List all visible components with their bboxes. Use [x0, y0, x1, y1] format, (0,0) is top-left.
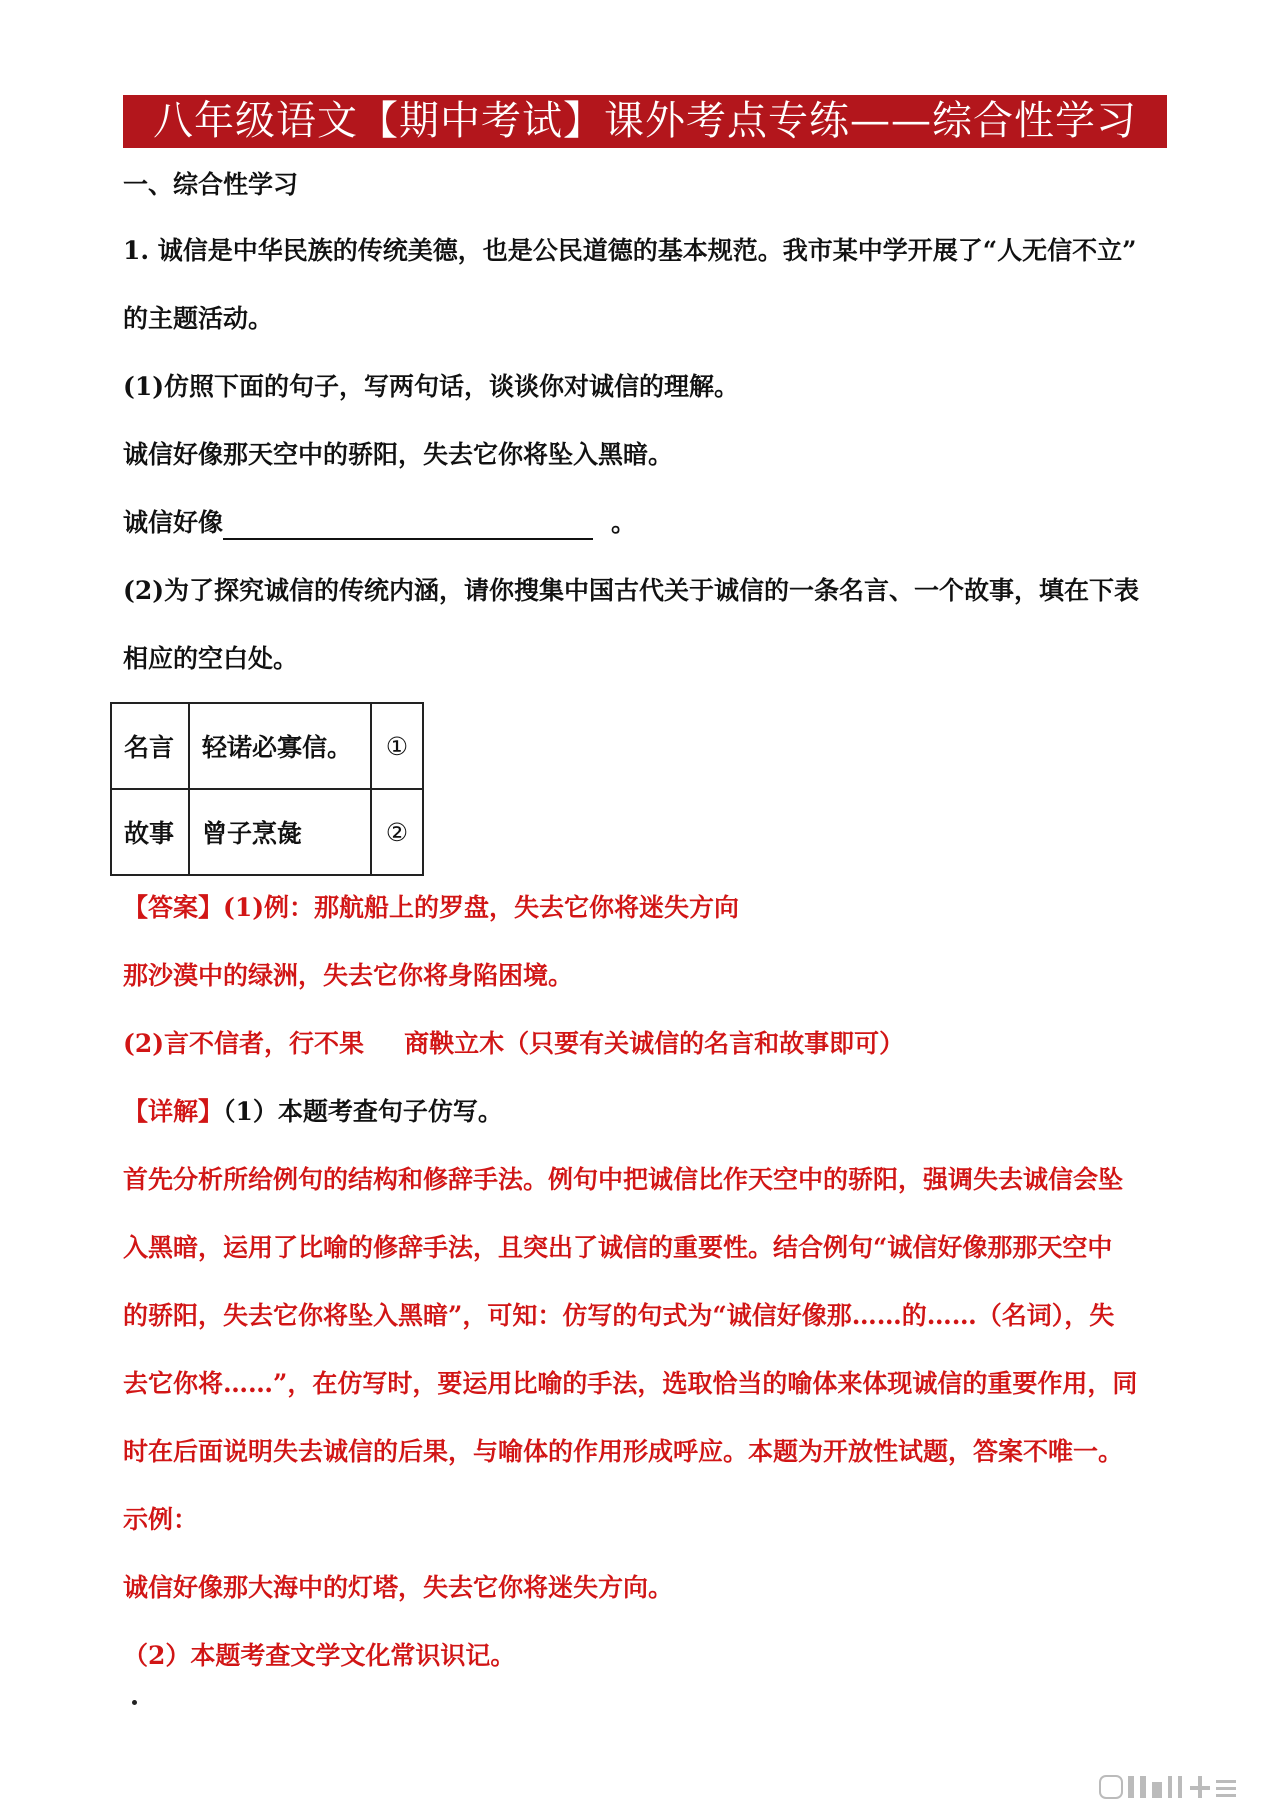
- table-cell-slot[interactable]: ②: [371, 789, 423, 875]
- explanation-line: 首先分析所给例句的结构和修辞手法。例句中把诚信比作天空中的骄阳，强调失去诚信会坠: [123, 1165, 1124, 1194]
- section-heading: 一、综合性学习: [123, 170, 299, 199]
- part2-explanation-heading: （2）本题考查文学文化常识识记。: [123, 1641, 516, 1670]
- bullet-dot: [132, 1700, 137, 1705]
- table-cell-example: 轻诺必寡信。: [189, 703, 371, 789]
- part1-answer-blank[interactable]: [223, 512, 593, 540]
- explanation-heading-text: （1）本题考查句子仿写。: [223, 1097, 503, 1126]
- explanation-tag: 【详解】: [123, 1097, 224, 1126]
- example-label: 示例：: [123, 1505, 199, 1534]
- explanation-heading: [123, 1095, 1173, 1129]
- part1-prompt: (1)仿照下面的句子，写两句话，谈谈你对诚信的理解。: [123, 372, 740, 401]
- quote-story-table: [110, 702, 424, 876]
- explanation-line: 入黑暗，运用了比喻的修辞手法，且突出了诚信的重要性。结合例句“诚信好像那那天空中: [123, 1233, 1113, 1262]
- document-title: 八年级语文【期中考试】课外考点专练——综合性学习: [123, 95, 1167, 148]
- part1-fill-line: [123, 506, 1173, 540]
- explanation-line: 去它你将……”，在仿写时，要运用比喻的手法，选取恰当的喻体来体现诚信的重要作用，同: [123, 1369, 1138, 1398]
- explanation-line: 时在后面说明失去诚信的后果，与喻体的作用形成呼应。本题为开放性试题，答案不唯一。: [123, 1437, 1124, 1466]
- table-cell-label: 故事: [111, 789, 189, 875]
- part2-prompt-line-2: 相应的空白处。: [123, 644, 299, 673]
- table-row: [111, 703, 423, 789]
- watermark-logo-icon: [1098, 1772, 1258, 1802]
- answer-quote: (2)言不信者，行不果: [123, 1029, 365, 1058]
- table-row: [111, 789, 423, 875]
- answer-story: 商鞅立木（只要有关诚信的名言和故事即可）: [404, 1029, 905, 1058]
- part1-blank-prefix: 诚信好像: [123, 508, 224, 537]
- answer-line-2: 那沙漠中的绿洲，失去它你将身陷困境。: [123, 961, 574, 990]
- part1-example: 诚信好像那天空中的骄阳，失去它你将坠入黑暗。: [123, 440, 674, 469]
- table-cell-example: 曾子烹彘: [189, 789, 371, 875]
- answer-line-1: 【答案】(1)例：那航船上的罗盘，失去它你将迷失方向: [123, 893, 740, 922]
- part1-blank-suffix: 。: [611, 508, 637, 537]
- table-cell-label: 名言: [111, 703, 189, 789]
- answer-line-3: [123, 1027, 1173, 1061]
- table-cell-slot[interactable]: ①: [371, 703, 423, 789]
- question-line-2: 的主题活动。: [123, 304, 274, 333]
- question-line-1: 1. 诚信是中华民族的传统美德，也是公民道德的基本规范。我市某中学开展了“人无信不立”: [123, 236, 1137, 265]
- example-text: 诚信好像那大海中的灯塔，失去它你将迷失方向。: [123, 1573, 674, 1602]
- part2-prompt-line-1: (2)为了探究诚信的传统内涵，请你搜集中国古代关于诚信的一条名言、一个故事，填在下表: [123, 576, 1140, 605]
- explanation-line: 的骄阳，失去它你将坠入黑暗”，可知：仿写的句式为“诚信好像那……的……（名词），失: [123, 1301, 1115, 1330]
